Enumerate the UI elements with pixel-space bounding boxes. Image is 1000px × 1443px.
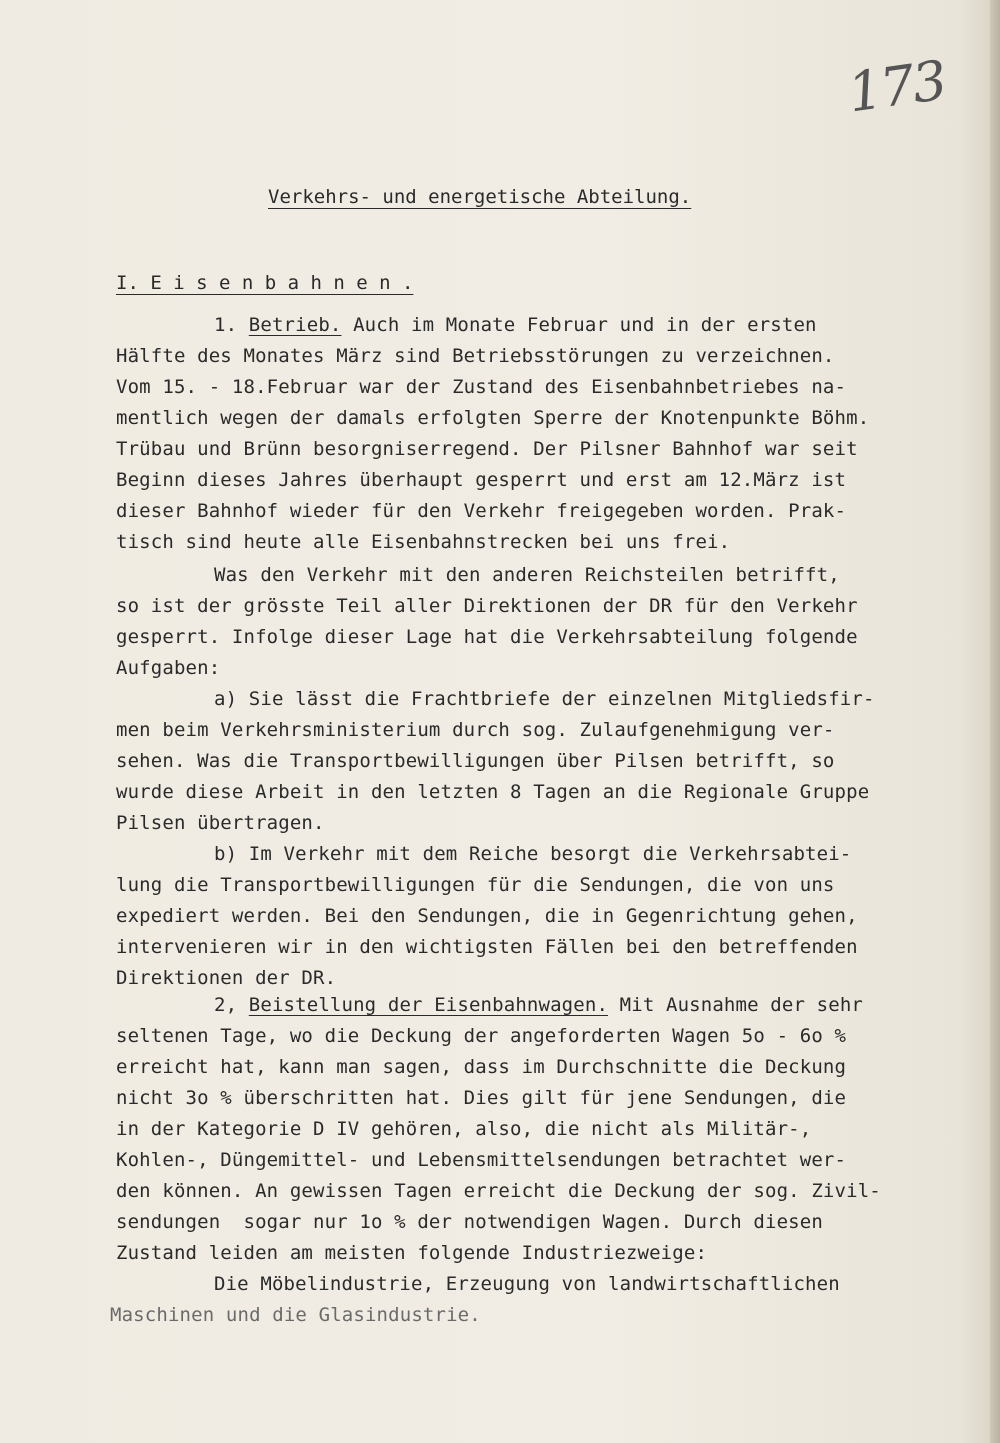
text-line: Kohlen-, Düngemittel- und Lebensmittelsendungen betrachtet wer-	[116, 1149, 847, 1171]
paragraph-1-first-line	[214, 313, 817, 337]
text-line: seltenen Tage, wo die Deckung der angeforderten Wagen 5o - 6o %	[116, 1025, 847, 1047]
text-line: expediert werden. Bei den Sendungen, die in Gegenrichtung gehen,	[116, 905, 858, 927]
text-line: a) Sie lässt die Frachtbriefe der einzelnen Mitgliedsfir-	[214, 688, 875, 710]
text-line: sehen. Was die Transportbewilligungen über Pilsen betrifft, so	[116, 750, 835, 772]
paragraph-1-text: Auch im Monate Februar und in der ersten	[341, 314, 817, 336]
text-line: intervenieren wir in den wichtigsten Fällen bei den betreffenden	[116, 936, 858, 958]
text-line: den können. An gewissen Tagen erreicht die Deckung der sog. Zivil-	[116, 1180, 881, 1202]
text-line: nicht 3o % überschritten hat. Dies gilt für jene Sendungen, die	[116, 1087, 847, 1109]
text-line: Beginn dieses Jahres überhaupt gesperrt und erst am 12.März ist	[116, 469, 847, 491]
paragraph-1-number: 1.	[214, 314, 249, 336]
text-line: dieser Bahnhof wieder für den Verkehr freigegeben worden. Prak-	[116, 500, 847, 522]
text-line: mentlich wegen der damals erfolgten Sperre der Knotenpunkte Böhm.	[116, 407, 870, 429]
paragraph-2-first-line	[214, 993, 863, 1017]
paragraph-1-heading: Betrieb.	[248, 314, 342, 336]
section-heading: I. E i s e n b a h n e n .	[116, 272, 414, 294]
text-line: Vom 15. - 18.Februar war der Zustand des Eisenbahnbetriebes na-	[116, 376, 847, 398]
paragraph-2-text: Mit Ausnahme der sehr	[608, 994, 864, 1016]
text-line: b) Im Verkehr mit dem Reiche besorgt die Verkehrsabtei-	[214, 843, 852, 865]
text-line: Zustand leiden am meisten folgende Industriezweige:	[116, 1242, 708, 1264]
text-line: Aufgaben:	[116, 657, 221, 679]
page-title: Verkehrs- und energetische Abteilung.	[268, 186, 692, 208]
text-line: Trübau und Brünn besorgniserregend. Der Pilsner Bahnhof war seit	[116, 438, 858, 460]
text-line: men beim Verkehrsministerium durch sog. Zulaufgenehmigung ver-	[116, 719, 835, 741]
text-line: so ist der grösste Teil aller Direktionen der DR für den Verkehr	[116, 595, 858, 617]
text-line: Hälfte des Monates März sind Betriebsstörungen zu verzeichnen.	[116, 345, 835, 367]
text-line: wurde diese Arbeit in den letzten 8 Tagen an die Regionale Gruppe	[116, 781, 870, 803]
text-line: gesperrt. Infolge dieser Lage hat die Verkehrsabteilung folgende	[116, 626, 858, 648]
text-line: Pilsen übertragen.	[116, 812, 325, 834]
handwritten-folio-number: 173	[844, 48, 949, 125]
text-line: in der Kategorie D IV gehören, also, die nicht als Militär-,	[116, 1118, 812, 1140]
text-line: erreicht hat, kann man sagen, dass im Durchschnitte die Deckung	[116, 1056, 847, 1078]
text-line: sendungen sogar nur 1o % der notwendigen Wagen. Durch diesen	[116, 1211, 823, 1233]
text-line: Maschinen und die Glasindustrie.	[110, 1304, 481, 1326]
text-line: lung die Transportbewilligungen für die Sendungen, die von uns	[116, 874, 835, 896]
paragraph-2-number: 2,	[214, 994, 249, 1016]
page-edge	[990, 0, 1000, 1443]
text-line: Was den Verkehr mit den anderen Reichsteilen betrifft,	[214, 564, 840, 586]
text-line: tisch sind heute alle Eisenbahnstrecken bei uns frei.	[116, 531, 731, 553]
text-line: Die Möbelindustrie, Erzeugung von landwirtschaftlichen	[214, 1273, 840, 1295]
text-line: Direktionen der DR.	[116, 967, 337, 989]
paragraph-2-heading: Beistellung der Eisenbahnwagen.	[248, 994, 609, 1016]
